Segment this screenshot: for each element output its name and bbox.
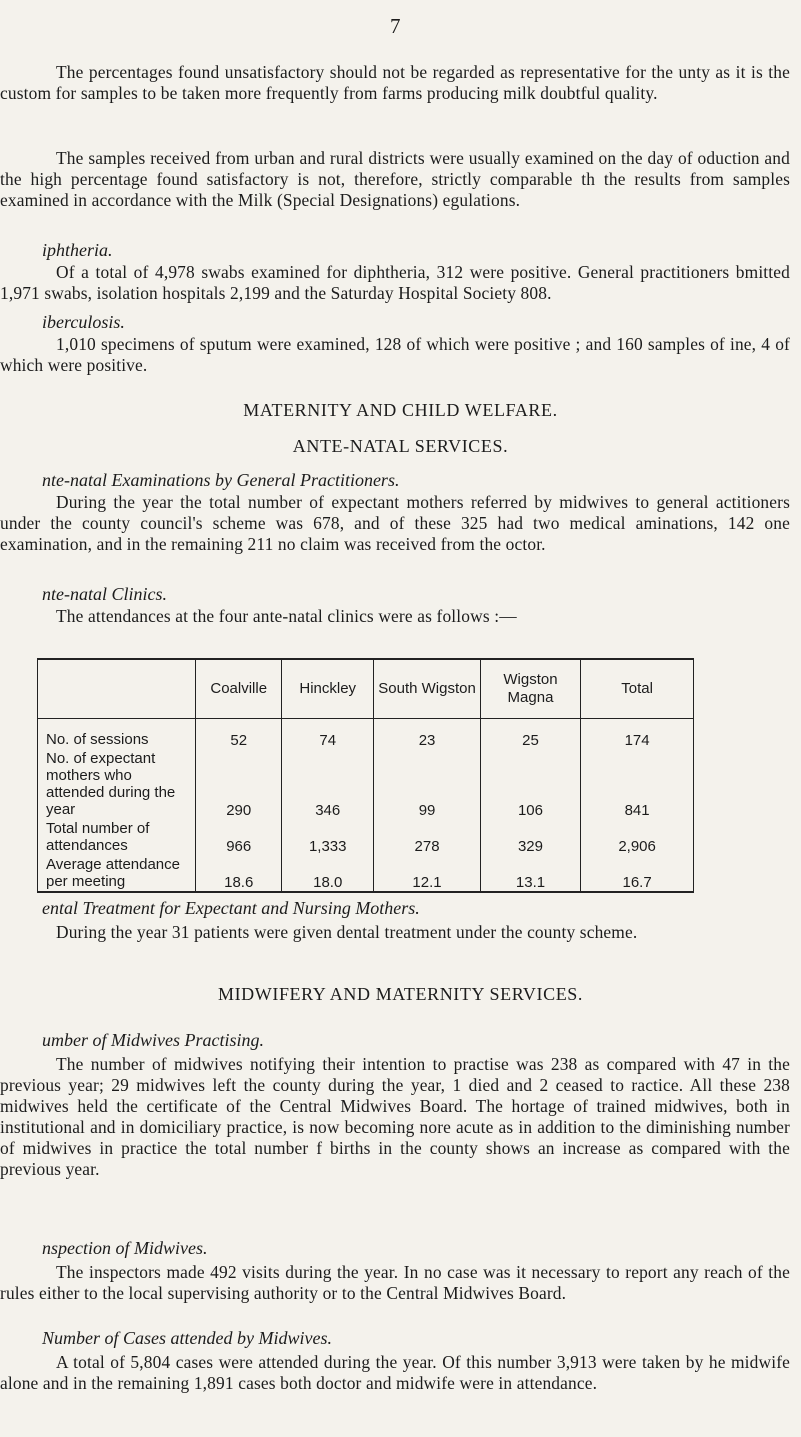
cell-value: 13.1: [480, 855, 580, 892]
paragraph-number-of-midwives: The number of midwives notifying their intention to practise was 238 as compared with 47 in the previous year; 29 midwives left the county during the year, 1 died and 2 ceased to ractice. All these 238 midwives held the certificate of the Central Midwives Board. The hortage of trained midwives, both in institutional and in domiciliary practice, is now becoming nore acute as in addition to the diminishing number of midwives in practice the total number f births in the county shows an increase as compared with the previous year.: [0, 1054, 790, 1179]
cell-value: 18.0: [282, 855, 374, 892]
page-number: 7: [390, 14, 401, 38]
cell-value: 2,906: [581, 819, 694, 855]
column-header-blank: [38, 659, 196, 719]
attendance-table: [37, 658, 694, 893]
cell-value: 99: [374, 749, 481, 819]
paragraph-inspection-of-midwives: The inspectors made 492 visits during the year. In no case was it necessary to report any reach of the rules either to the local supervising authority or to the Central Midwives Board.: [0, 1262, 790, 1303]
paragraph-milk-percentages: The percentages found unsatisfactory should not be regarded as representative for the unty as it is the custom for samples to be taken more frequently from farms producing milk doubtful quality.: [0, 62, 790, 103]
column-header-coalville: Coalville: [196, 659, 282, 719]
heading-number-of-midwives: umber of Midwives Practising.: [42, 1030, 264, 1050]
heading-inspection-of-midwives: nspection of Midwives.: [42, 1238, 208, 1258]
paragraph-milk-samples: The samples received from urban and rural districts were usually examined on the day of oduction and the high percentage found satisfactory is not, therefore, strictly comparable th the results from samples examined in accordance with the Milk (Special Designations) egulations.: [0, 148, 790, 210]
heading-cases-attended: Number of Cases attended by Midwives.: [42, 1328, 332, 1348]
row-label: Average attendance per meeting: [38, 855, 196, 892]
table-header-row: [38, 659, 694, 719]
table-row: [38, 819, 694, 855]
row-label: No. of sessions: [38, 719, 196, 749]
cell-value: 18.6: [196, 855, 282, 892]
cell-value: 174: [581, 719, 694, 749]
cell-value: 966: [196, 819, 282, 855]
paragraph-ante-natal-clinics: The attendances at the four ante-natal clinics were as follows :—: [56, 606, 517, 626]
cell-value: 329: [480, 819, 580, 855]
cell-value: 346: [282, 749, 374, 819]
table-row: [38, 749, 694, 819]
paragraph-dental-treatment: During the year 31 patients were given dental treatment under the county scheme.: [56, 922, 638, 942]
heading-maternity-child-welfare: MATERNITY AND CHILD WELFARE.: [243, 400, 558, 420]
column-header-hinckley: Hinckley: [282, 659, 374, 719]
cell-value: 25: [480, 719, 580, 749]
heading-tuberculosis: iberculosis.: [42, 312, 125, 332]
paragraph-cases-attended: A total of 5,804 cases were attended during the year. Of this number 3,913 were taken by he midwife alone and in the remaining 1,891 cases both doctor and midwife were in attendance.: [0, 1352, 790, 1393]
cell-value: 74: [282, 719, 374, 749]
cell-value: 23: [374, 719, 481, 749]
cell-value: 12.1: [374, 855, 481, 892]
heading-midwifery-services: MIDWIFERY AND MATERNITY SERVICES.: [217, 984, 584, 1004]
paragraph-gp-examinations: During the year the total number of expectant mothers referred by midwives to general actitioners under the county council's scheme was 678, and of these 325 had two medical aminations, 142 one examination, and in the remaining 211 no claim was received from the octor.: [0, 492, 790, 554]
table-row: [38, 719, 694, 749]
cell-value: 106: [480, 749, 580, 819]
paragraph-diphtheria: Of a total of 4,978 swabs examined for diphtheria, 312 were positive. General practitioners bmitted 1,971 swabs, isolation hospitals 2,199 and the Saturday Hospital Society 808.: [0, 262, 790, 303]
paragraph-tuberculosis: 1,010 specimens of sputum were examined, 128 of which were positive ; and 160 samples of ine, 4 of which were positive.: [0, 334, 790, 375]
cell-value: 16.7: [581, 855, 694, 892]
column-header-south-wigston: South Wigston: [374, 659, 481, 719]
heading-ante-natal-clinics: nte-natal Clinics.: [42, 584, 167, 604]
cell-value: 1,333: [282, 819, 374, 855]
heading-diphtheria: iphtheria.: [42, 240, 113, 260]
column-header-wigston-magna: Wigston Magna: [480, 659, 580, 719]
row-label: Total number of attendances: [38, 819, 196, 855]
table-row: [38, 855, 694, 892]
cell-value: 52: [196, 719, 282, 749]
cell-value: 278: [374, 819, 481, 855]
heading-ante-natal-services: ANTE-NATAL SERVICES.: [292, 436, 509, 456]
cell-value: 290: [196, 749, 282, 819]
cell-value: 841: [581, 749, 694, 819]
column-header-total: Total: [581, 659, 694, 719]
row-label: No. of expectant mothers who attended during the year: [38, 749, 196, 819]
heading-dental-treatment: ental Treatment for Expectant and Nursing Mothers.: [42, 898, 420, 918]
heading-gp-examinations: nte-natal Examinations by General Practitioners.: [42, 470, 400, 490]
